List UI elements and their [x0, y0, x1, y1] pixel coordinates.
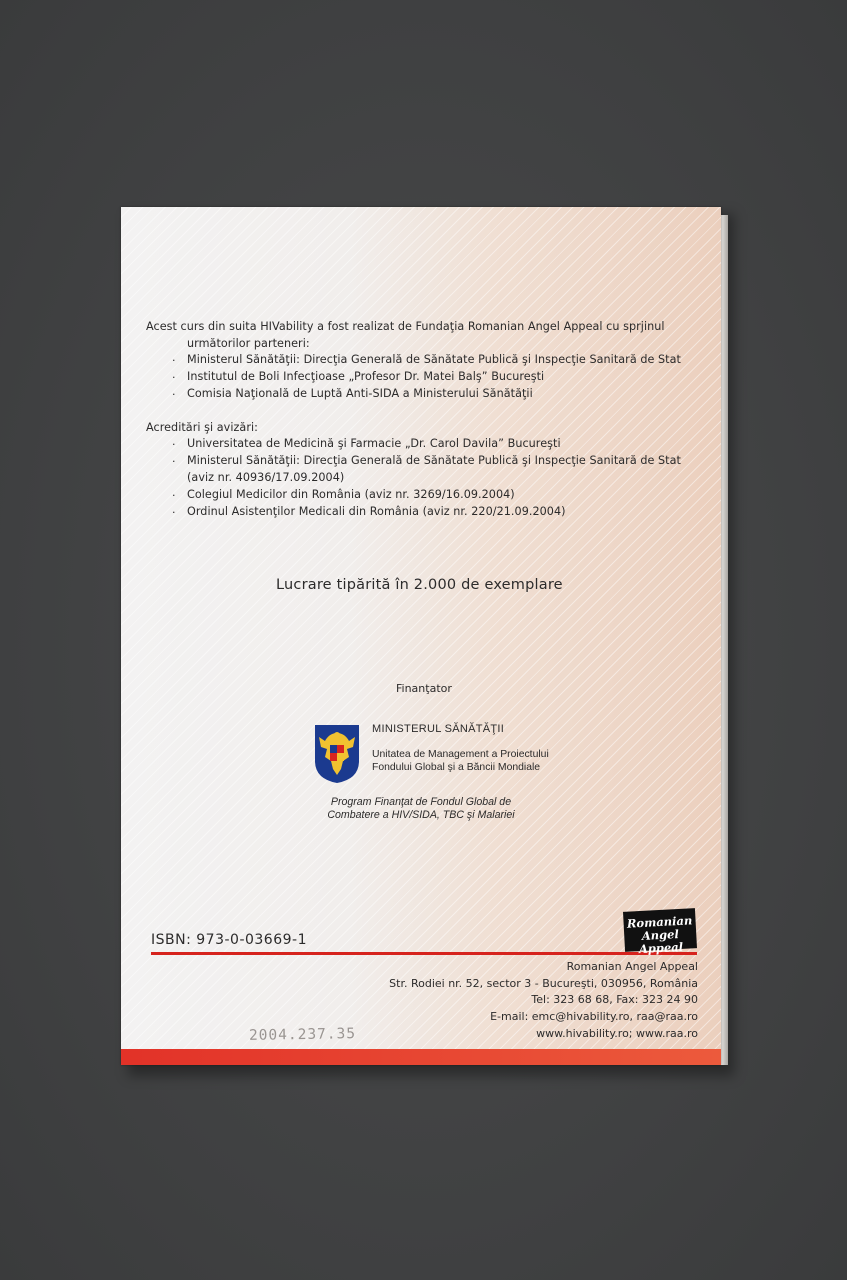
red-bottom-band [121, 1049, 721, 1065]
isbn: ISBN: 973-0-03669-1 [151, 932, 307, 948]
management-unit: Unitatea de Management a Proiectului Fondului Global şi a Băncii Mondiale [372, 749, 549, 773]
accreditation-item: Ordinul Asistenţilor Medicali din România (aviz nr. 220/21.09.2004) [187, 505, 566, 518]
romanian-angel-appeal-logo [623, 908, 697, 957]
accreditation-item: Ministerul Sănătăţii: Direcţia Generală de Sănătate Publică şi Inspecţie Sanitară de Stat [187, 454, 681, 467]
accreditation-item: Colegiul Medicilor din România (aviz nr. 3269/16.09.2004) [187, 488, 515, 501]
partners-intro: Acest curs din suita HIVability a fost realizat de Fundaţia Romanian Angel Appeal cu sprjinul [146, 320, 665, 333]
bullet-icon: · [172, 371, 176, 384]
publisher-phone: Tel: 323 68 68, Fax: 323 24 90 [531, 993, 698, 1007]
program-statement: Program Finanţat de Fondul Global de Combatere a HIV/SIDA, TBC şi Malariei [327, 796, 515, 821]
bullet-icon: · [172, 388, 176, 401]
accreditation-item-cont: (aviz nr. 40936/17.09.2004) [187, 471, 345, 484]
romanian-coat-of-arms-icon [313, 723, 361, 785]
logo-text-line1: Romanian [626, 913, 693, 931]
bullet-icon: · [172, 455, 176, 468]
funder-label: Finanţator [396, 682, 452, 695]
partners-intro-cont: următorilor parteneri: [187, 337, 310, 350]
isbn-divider [151, 952, 697, 955]
publisher-name: Romanian Angel Appeal [566, 960, 698, 973]
partner-item: Institutul de Boli Infecţioase „Profesor Dr. Matei Balş” Bucureşti [187, 370, 545, 383]
logo-text-line2: Angel Appeal [638, 927, 684, 957]
bullet-icon: · [172, 506, 176, 519]
bullet-icon: · [172, 438, 176, 451]
partner-item: Comisia Naţională de Luptă Anti-SIDA a Ministerului Sănătăţii [187, 387, 533, 400]
partner-item: Ministerul Sănătăţii: Direcţia Generală de Sănătate Publică şi Inspecţie Sanitară de Stat [187, 353, 681, 366]
accreditation-item: Universitatea de Medicină şi Farmacie „Dr. Carol Davila” Bucureşti [187, 437, 561, 450]
publisher-email: E-mail: emc@hivability.ro, raa@raa.ro [490, 1010, 698, 1024]
ministry-name: MINISTERUL SĂNĂTĂŢII [372, 723, 505, 735]
print-run: Lucrare tipărită în 2.000 de exemplare [276, 577, 563, 593]
publisher-block [389, 959, 698, 1043]
handwritten-inventory-number: 2004.237.35 [248, 1026, 357, 1044]
publisher-web: www.hivability.ro; www.raa.ro [536, 1026, 698, 1040]
bullet-icon: · [172, 354, 176, 367]
bullet-icon: · [172, 489, 176, 502]
accreditations-heading: Acreditări şi avizări: [146, 421, 258, 434]
book-back-cover [121, 207, 721, 1065]
publisher-address: Str. Rodiei nr. 52, sector 3 - Bucureşti, 030956, România [389, 976, 698, 990]
